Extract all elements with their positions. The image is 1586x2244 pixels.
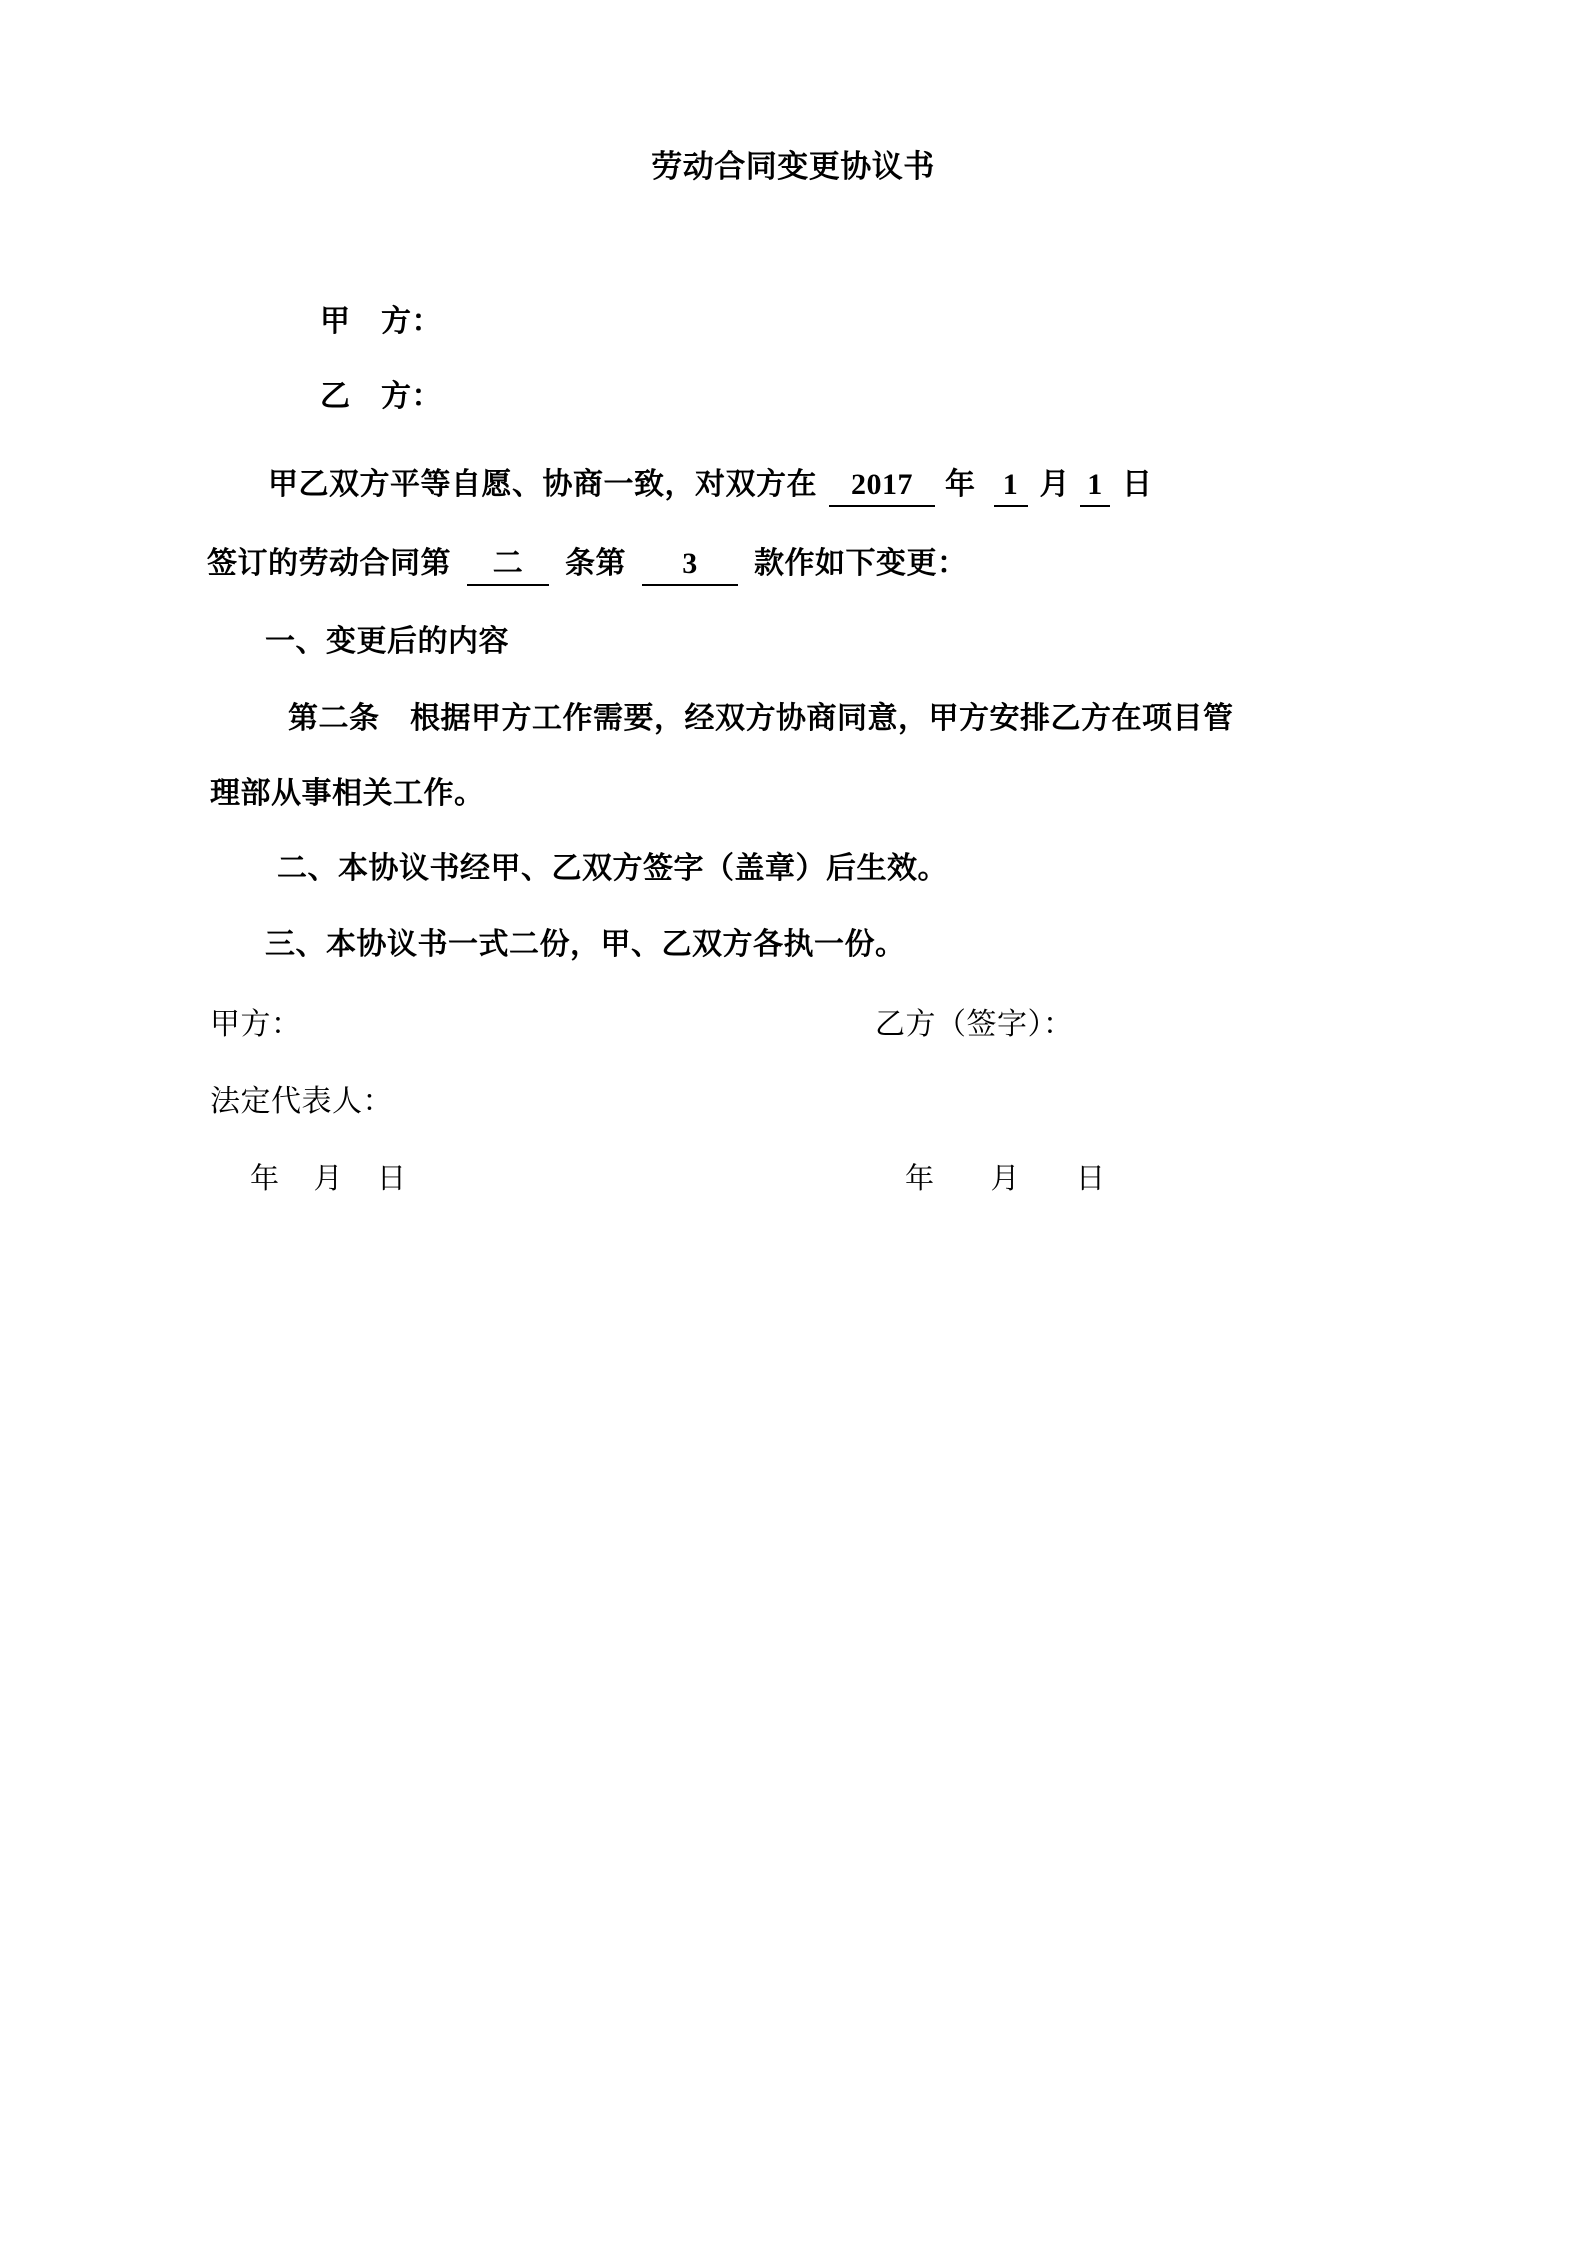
intro-text-change: 款作如下变更： [754, 547, 968, 580]
day-fill-in: 1 [1080, 466, 1110, 507]
section-1-body-line-1: 第二条 根据甲方工作需要，经双方协商同意，甲方安排乙方在项目管 [288, 702, 1234, 735]
section-1-heading: 一、变更后的内容 [265, 625, 509, 658]
date-right-day-label: 日 [1076, 1163, 1106, 1195]
intro-text-contract: 签订的劳动合同第 [207, 547, 451, 580]
date-left-month-label: 月 [313, 1163, 344, 1195]
intro-text-clause: 条第 [565, 547, 626, 580]
date-left-year-label: 年 [250, 1163, 280, 1195]
party-a-line: 甲 方： [320, 305, 442, 338]
year-unit-label: 年 [945, 468, 976, 501]
section-3-text: 三、本协议书一式二份，甲、乙双方各执一份。 [265, 928, 906, 961]
intro-line-2 [207, 545, 968, 586]
month-fill-in: 1 [994, 466, 1028, 507]
date-line-left [250, 1160, 407, 1198]
intro-line-1 [268, 466, 1153, 507]
signature-party-a-label: 甲方： [210, 1008, 302, 1041]
article-number-fill-in: 二 [467, 545, 549, 586]
legal-representative-label: 法定代表人： [210, 1085, 393, 1118]
document-title: 劳动合同变更协议书 [651, 149, 935, 184]
day-unit-label: 日 [1122, 468, 1153, 501]
party-b-line: 乙 方： [320, 380, 442, 413]
intro-text-before-date: 甲乙双方平等自愿、协商一致，对双方在 [268, 468, 817, 501]
date-right-month-label: 月 [990, 1163, 1021, 1195]
date-line-right [905, 1160, 1106, 1198]
date-right-year-label: 年 [905, 1163, 935, 1195]
section-2-text: 二、本协议书经甲、乙双方签字（盖章）后生效。 [277, 852, 948, 885]
signature-party-b-label: 乙方（签字）： [875, 1008, 1074, 1041]
month-unit-label: 月 [1039, 468, 1070, 501]
clause-number-fill-in: 3 [642, 545, 738, 586]
date-left-day-label: 日 [377, 1163, 407, 1195]
year-fill-in: 2017 [829, 466, 935, 507]
section-1-body-line-2: 理部从事相关工作。 [210, 777, 485, 810]
